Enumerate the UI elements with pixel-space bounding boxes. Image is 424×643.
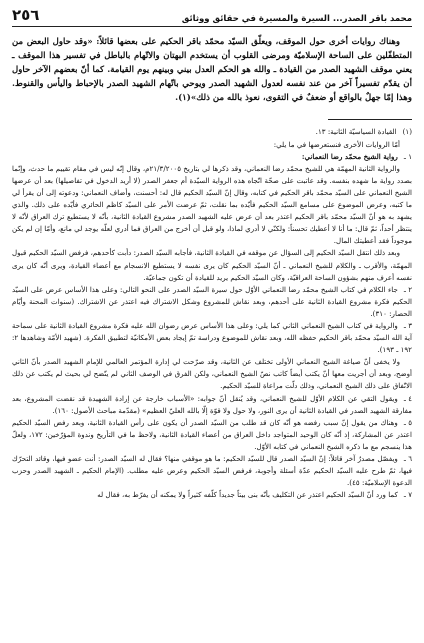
footnote-item <box>12 139 412 151</box>
footnote-item <box>12 453 412 489</box>
footnote-text: ولا يخفى أنّ صياغة الشيخ النعماني الأولى تختلف عن الثانية، وقد صرّحت لي إدارة المؤتمر العالمي للإمام الشهيد الصدر بأنّ الثاني أوضح، وبعد أن أجريت معها أنّ يكتب أيضاً كاتب نصّ الشيخ النعماني، ولكن الفرق في الوصف الثاني لم يتّضح لي بحيث لم يكتب عن ذلك الاتّفاق على ذلك الشيخ النعماني، وذلك دلّت مراعاة للسيّد الحكيم. <box>12 357 412 391</box>
footnote-item <box>12 417 412 453</box>
footnote-number: ٦ ـ <box>403 454 412 463</box>
footnote-number: ٥ ـ <box>403 417 412 427</box>
footnote-text: القيادة السياسيّة الثانية: ١٣. <box>315 127 397 137</box>
footnote-item <box>12 247 412 283</box>
footnote-number: (١) <box>402 127 412 137</box>
page-header <box>12 6 412 27</box>
footnote-text: كما ورد أنّ السيّد الحكيم اعتذر عن التكليف بأنّه بنى بيتاً جديداً كلّفه كثيراً ولا يمكنه أن يفرّط به، فقال له <box>97 490 398 500</box>
footnote-text: أمّا الروايات الأخرى فنستعرضها في ما يلي: <box>273 139 400 149</box>
footnote-text: وهناك من يقول إنّ سبب رفضه هو أنّه كان قد طلب من السيّد الصدر أن يكون على رأس القيادة الثانية، وبعد رفض السيّد الحكيم اعتذر عن المشاركة، إذ أنّه كان الوحيد المتواجد داخل العراق من أعضاء القيادة الثانية، ولاحظ ما في التأريخ وندوة المؤرّخين: ١٧٢، ولعلّ هذا ينسجم مع ما ذكره الشيخ النعماني في كتابه الأوّل. <box>12 417 412 451</box>
footnote-separator <box>328 119 412 120</box>
footnotes-section <box>12 126 412 501</box>
footnote-item <box>12 320 412 356</box>
main-text-body <box>12 35 412 105</box>
footnote-number: ٢ ـ <box>403 284 412 294</box>
main-paragraph: وهناك روايات أخرى حول الموقف، ويعلّق السيّد محمّد باقر الحكيم على بعضها قائلاً: «وقد حاول البعض من المتطفّلين على الساحة الإسلاميّة ومرضى القلوب أن يستخدم البهتان والاتّهام بالباطل في تفسير هذا الموقف ـ يعني موقف الشهيد الصدر من القيادة ـ والله هو الحكم العدل بيني وبينهم يوم القيامة. كما أنّ بعضهم الآخر حاول أن يقدّم تفسيراً آخر من عند نفسه لعدول الشهيد الصدر ويوحي باتّهام الشهيد الصدر بالإحباط واليأس والقنوط. وهذا إمّا جهلٌ بالواقع أو ضعفٌ في التقوى، نعوذ بالله من ذلك»(١). <box>12 37 412 104</box>
footnote-text: رواية الشيخ محمّد رضا النعماني: <box>301 151 398 161</box>
running-header-title: محمد باقر الصدر... السيرة والمسيرة في حقائق ووثائق <box>181 14 412 24</box>
footnote-number: ٣ ـ <box>403 320 412 330</box>
footnote-text: ويفصّل مصدرٌ آخر قائلاً: إنّ السيّد الصدر قال للسيّد الحكيم: ما هو موقفي منها؟ فقال له السيّد الصدر: أنت عضو فيها، وقائد التحرّك فيها، ثمّ طرح عليه السيّد الحكيم عدّة أسئلة وأجوبة، فرفض السيّد الحكيم وعرض عليه مطلب. (الإمام الحكيم ـ الشهيد الصدر وحزب الدعوة الإسلاميّة: ٤٥). <box>12 454 412 488</box>
footnote-item <box>12 151 412 163</box>
page-number: ٢٥٦ <box>12 6 40 24</box>
footnote-item <box>12 284 412 320</box>
footnote-text: والرواية الثانية المهمّة هي للشيخ محمّد رضا النعماني، وقد ذكرها لي بتاريخ ٢١/٣/٢٠٠٥م، وقال إنّه ليس في مقام تقييم ما حدث، وإنّما بصدد رواية ما شهده بنفسه. وقد عاتبت على صحّة اتّجاه هذه الرواية السيّدة أم جعفر الصدر (لا أريد الدخول في تفاصيلها) بعد أن عرضها الشيخ النعماني على السيّد محمّد باقر الحكيم في كتابه، وقال إنّ السيّد الحكيم قال له: أحسنت، وأضاف النعماني: ودعوته إلى أن يقرأ لي ما كتبه، وعرض الموضوع على مسامع السيّد الحكيم فأيّده بما نقلت، ثمّ عرضت الأمر على السيّد كاظم الحائري فأيّده على ذلك. والذي يشهد به هو أنّ السيّد محمّد باقر الحكيم اعتذر بعد أن عرض عليه الشهيد الصدر مشروع القيادة الثانية، بأنّه لا يستطيع ترك العراق لأنّه لا ينتظر أحداً، ثمّ قال: ما أنا لا أعطيك تحسناً: ولكنّي لا أدري لماذا، ولو قبل أن أخرج من العراق فما أدري لعلّه يوجد لي مانع، وأمّا إن لم يكن موجوداً فقد أعطيتك المال. <box>12 163 412 246</box>
footnote-item <box>12 163 412 248</box>
footnote-text: ويقول التقي عن الكلام الأوّل للشيخ النعماني، وقد يُنقل أنّ جوابه: «الأسباب خارجة عن إرادة الشهيدة قد نقضت المشروع، بعد مفارقة الشهيد الصدر في القيادة الثانية أن يرى النور، ولا حول ولا قوّة إلّا بالله العليّ العظيم» (مقدّمة مباحث الأصول: ١٦٠). <box>12 393 412 415</box>
footnote-item <box>12 126 412 138</box>
footnote-item <box>12 356 412 392</box>
footnote-item <box>12 393 412 417</box>
footnote-number: ٧ ـ <box>403 490 412 500</box>
footnote-text: وبعد ذلك انتقل السيّد الحكيم إلى السؤال عن موقفه في القيادة الثانية، فأجابه السيّد الصدر: دأبت كأحدهم، فرفض السيّد الحكيم قبول المهمّة، والأقرب ـ والكلام للشيخ النعماني ـ أنّ السيّد الحكيم كان يرى نفسه لا يستطيع الانسجام مع أعضاء القيادة، ويرى أنّه كان يرى نفسه أعرف منهم بشؤون الساحة العراقيّة، وكان السيّد الحكيم يريد للقيادة أن تكون جماعيّة. <box>12 248 412 282</box>
footnote-item <box>12 489 412 501</box>
footnote-number: ٤ ـ <box>403 393 412 403</box>
footnote-text: والرواية في كتاب الشيخ النعماني الثاني كما يلي: وعلى هذا الأساس عرض رضوان الله عليه فكرة مشروع القيادة الثانية على سماحة آية الله السيّد محمّد باقر الحكيم حفظه الله، وبعد نقاش للموضوع ودراسة تمّ إيجاد بعض الأمكانيّة لتطبيق الفكرة. (شهيد الأمّة وشاهدها ٢: ١٩٢ ـ ١٩٣). <box>12 320 412 355</box>
footnote-number: ١ ـ <box>403 151 412 161</box>
footnote-text: جاء الكلام في كتاب الشيخ محمّد رضا النعماني الأوّل حول سيرة السيّد الصدر على النحو التالي: وعلى هذا الأساس عرض على السيّد الحكيم فكرة مشروع القيادة الثانية على أحدهم، وبعد نقاش للمشروع وشكل الاشتراك فيه اعتذر عن الاشتراك. (سنوات المحنة وأيّام الحصار: ٣١٠). <box>12 284 412 318</box>
